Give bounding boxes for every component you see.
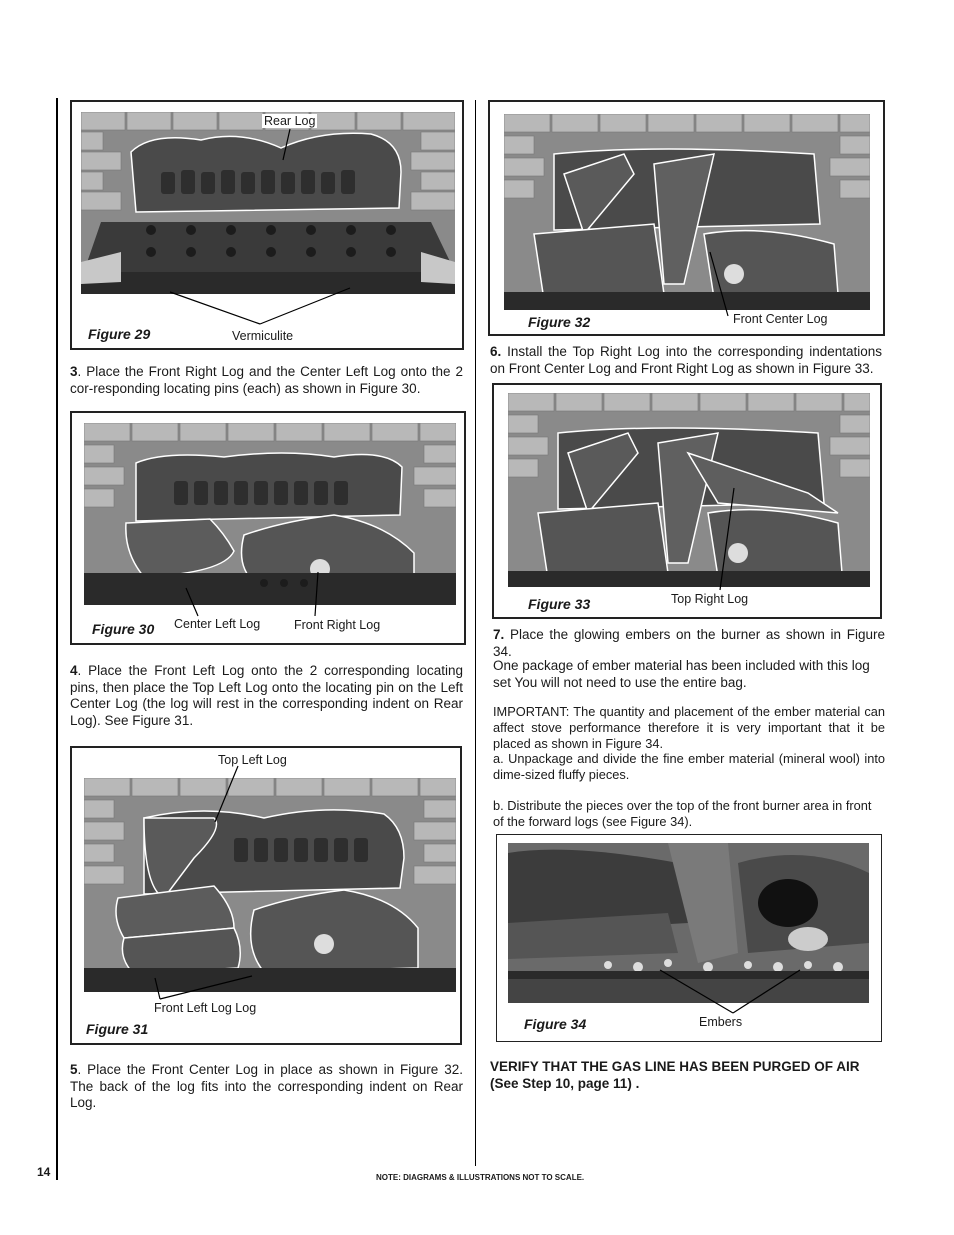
figure-30 — [70, 411, 466, 645]
figure-33 — [492, 383, 882, 619]
figure-31 — [70, 746, 462, 1045]
fig32-caption: Figure 32 — [528, 314, 591, 330]
fig31-caption: Figure 31 — [86, 1021, 149, 1037]
ember-package-note: One package of ember material has been included with this log set You will not need to use the entire bag. — [493, 658, 870, 690]
fig30-caption: Figure 30 — [92, 621, 155, 637]
step-6-text: 6. Install the Top Right Log into the corresponding indentations on Front Center Log and Front Right Log as shown in Figure 33. — [490, 344, 882, 376]
step-3-text: 3. Place the Front Right Log and the Center Left Log onto the 2 cor-responding locating pins (each) as shown in Figure 30. — [70, 364, 463, 396]
fig30-label-center-left-log: Center Left Log — [174, 617, 261, 631]
left-margin-rule — [56, 98, 58, 1180]
fig29-label-rear-log: Rear Log — [264, 114, 316, 128]
figure-32 — [488, 100, 885, 336]
ember-step-b: b. Distribute the pieces over the top of the front burner area in front of the forward logs (see Figure 34). — [493, 798, 872, 829]
fig29-label-vermiculite: Vermiculite — [232, 329, 294, 343]
step-4-text: 4. Place the Front Left Log onto the 2 corresponding locating pins, then place the Top Left Log onto the locating pin on the Left Center Log (the log will rest in the corresponding indent on Rear Log). See Figure 31. — [70, 663, 463, 728]
figure-32-photo — [504, 114, 870, 310]
figure-33-photo — [508, 393, 870, 587]
fig33-label-top-right-log: Top Right Log — [671, 592, 749, 606]
ember-step-a: a. Unpackage and divide the fine ember material (mineral wool) into dime-sized fluffy pieces. — [493, 751, 885, 782]
verify-gas-line-note: VERIFY THAT THE GAS LINE HAS BEEN PURGED OF AIR (See Step 10, page 11) . — [490, 1059, 860, 1091]
fig34-label-embers: Embers — [699, 1015, 743, 1029]
step-3-number: 3 — [70, 364, 78, 379]
figure-29 — [70, 100, 464, 350]
step-7-text: 7. Place the glowing embers on the burner as shown in Figure 34. — [493, 627, 885, 659]
fig29-caption: Figure 29 — [88, 326, 151, 342]
scale-footnote: NOTE: DIAGRAMS & ILLUSTRATIONS NOT TO SCALE. — [376, 1173, 585, 1182]
figure-34-photo — [508, 843, 869, 1003]
fig34-caption: Figure 34 — [524, 1016, 587, 1032]
step-6-number: 6. — [490, 344, 502, 359]
figure-34 — [496, 834, 882, 1042]
page-number: 14 — [37, 1165, 51, 1179]
figure-30-photo — [84, 423, 456, 605]
step-5-text: 5. Place the Front Center Log in place as shown in Figure 32. The back of the log fits into the corresponding indent on Rear Log. — [70, 1062, 463, 1110]
step-5-number: 5 — [70, 1062, 78, 1077]
ember-important-note: IMPORTANT: The quantity and placement of the ember material can affect stove performance therefore it is very important that it be placed as shown in Figure 34. — [493, 704, 885, 751]
fig33-caption: Figure 33 — [528, 596, 591, 612]
step-7-number: 7. — [493, 627, 505, 642]
figure-29-photo — [81, 112, 455, 294]
column-divider — [475, 100, 476, 1166]
step-4-number: 4 — [70, 663, 78, 678]
fig31-label-top-left-log: Top Left Log — [218, 753, 287, 767]
fig31-label-front-left-log: Front Left Log Log — [154, 1001, 257, 1015]
fig32-label-front-center-log: Front Center Log — [733, 312, 828, 326]
figure-31-photo — [84, 778, 456, 992]
fig30-label-front-right-log: Front Right Log — [294, 618, 381, 632]
